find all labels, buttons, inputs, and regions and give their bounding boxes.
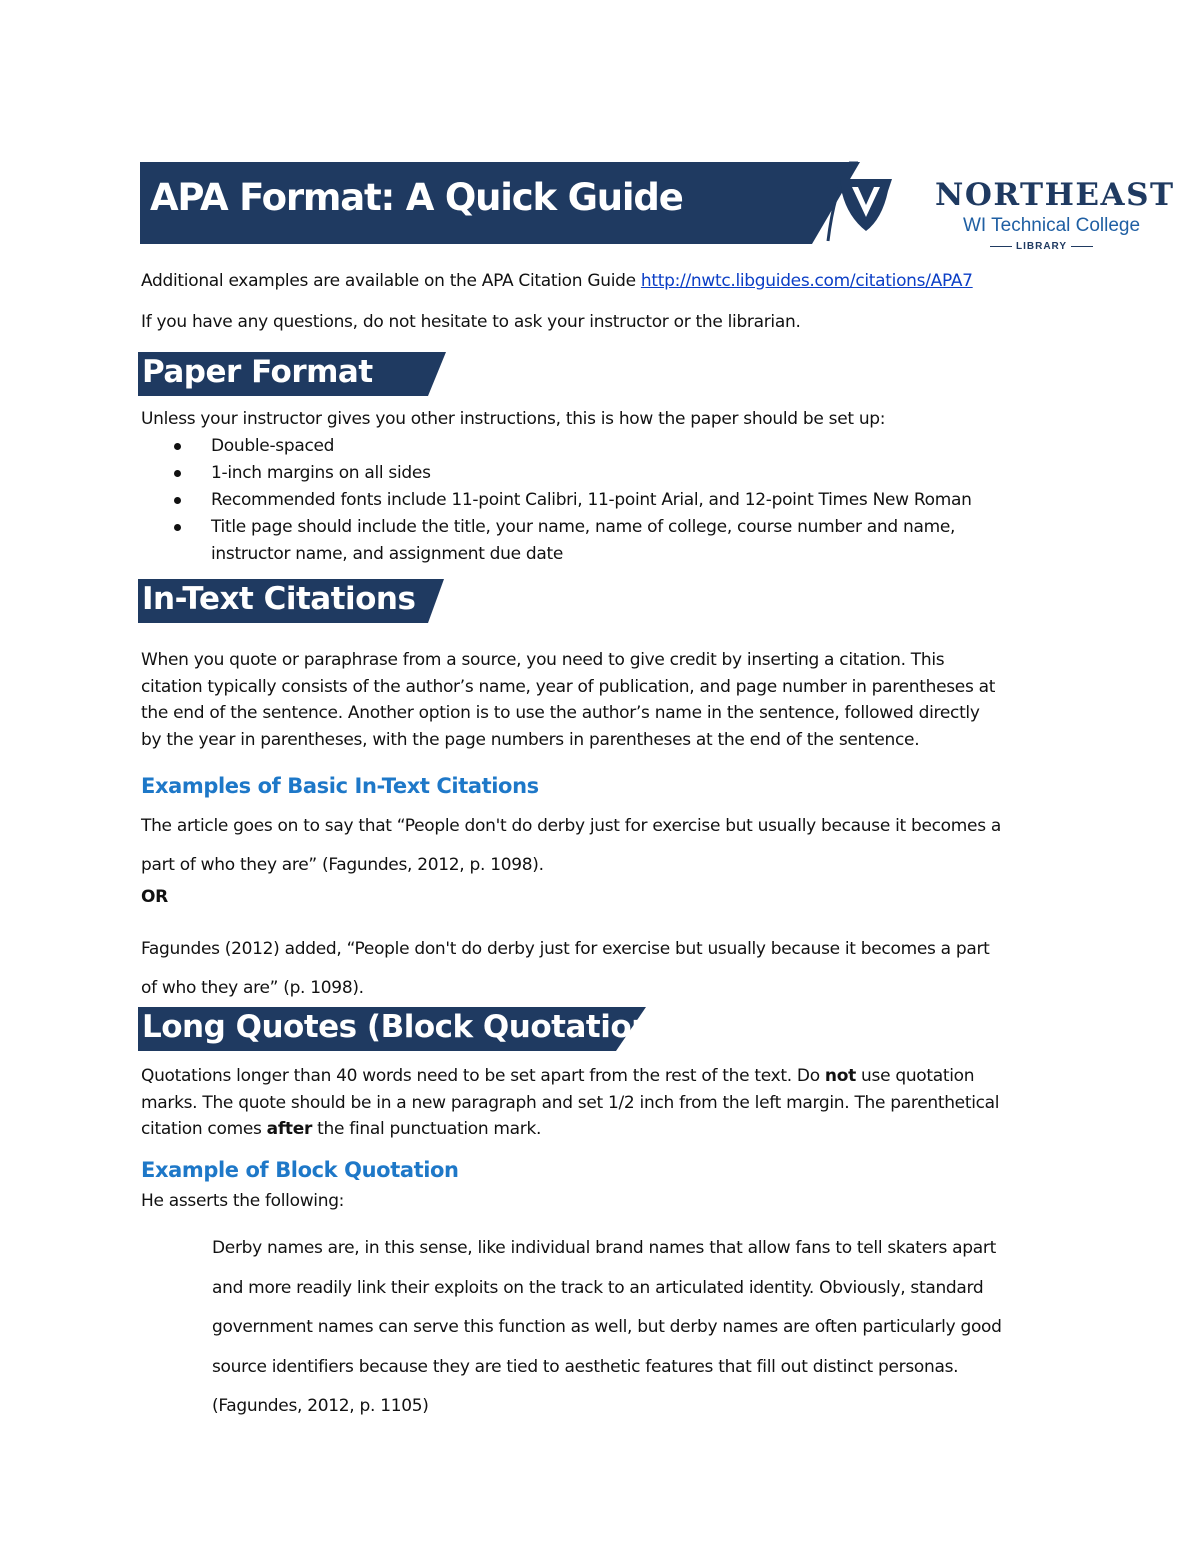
apa-guide-link[interactable]: http://nwtc.libguides.com/citations/APA7 [640, 271, 973, 291]
intro-text: Additional examples are available on the APA Citation Guide [141, 271, 641, 291]
list-item: 1-inch margins on all sides [170, 460, 1070, 487]
list-item: Title page should include the title, your name, name of college, course number and name, [170, 514, 1070, 541]
subheading-block-example: Example of Block Quotation [141, 1158, 459, 1182]
section-heading-text: Paper Format [142, 354, 373, 390]
block-quote-lead: He asserts the following: [141, 1191, 345, 1211]
section-heading-paper-format [138, 352, 448, 396]
section-heading-long-quotes [138, 1007, 685, 1051]
in-text-paragraph: When you quote or paraphrase from a source, you need to give credit by inserting a citation. This citation typically consists of the author’s name, year of publication, and page number in parentheses at the end of the sentence. Another option is to use the author’s name in the sentence, followed directly by the year in parentheses, with the page numbers in parentheses at the end of the sentence. [141, 650, 996, 750]
subheading-basic-examples: Examples of Basic In-Text Citations [141, 774, 539, 798]
shield-icon [822, 161, 902, 251]
bullet-icon [174, 497, 181, 504]
example-2: Fagundes (2012) added, “People don't do derby just for exercise but usually because it becomes a part of who they are” (p. 1098). [141, 939, 990, 998]
bullet-icon [174, 443, 181, 450]
block-quotation: Derby names are, in this sense, like individual brand names that allow fans to tell skaters apart and more readily link their exploits on the track to an articulated identity. Obviously, standard government names can serve this function as well, but derby names are often particularly good source identifiers because they are tied to aesthetic features that fill out distinct personas. (Fagundes, 2012, p. 1105) [212, 1238, 1002, 1416]
intro-line-2: If you have any questions, do not hesitate to ask your instructor or the librarian. [141, 312, 801, 332]
section-heading-text: In-Text Citations [142, 581, 416, 617]
intro-line-1 [141, 270, 973, 292]
list-item: Double-spaced [170, 433, 1070, 460]
list-item-continuation: instructor name, and assignment due date [211, 544, 564, 564]
paper-format-lead: Unless your instructor gives you other instructions, this is how the paper should be set up: [141, 409, 886, 429]
long-quotes-paragraph: Quotations longer than 40 words need to be set apart from the rest of the text. Do not use quotation marks. The quote should be in a new paragraph and set 1/2 inch from the left margin. The parenthetical citation comes after the final punctuation mark. [141, 1066, 1000, 1139]
or-label: OR [141, 887, 168, 907]
logo-subtitle: WI Technical College [963, 215, 1141, 236]
logo-library-label [986, 241, 1097, 252]
page-title: APA Format: A Quick Guide [150, 176, 683, 219]
paper-format-list [170, 433, 1070, 568]
title-banner [140, 162, 860, 244]
section-heading-text: Long Quotes (Block Quotations) [142, 1009, 685, 1045]
northeast-logo [862, 163, 1175, 263]
bullet-icon [174, 524, 181, 531]
example-1: The article goes on to say that “People don't do derby just for exercise but usually because it becomes a part of who they are” (Fagundes, 2012, p. 1098). [141, 816, 1001, 875]
section-heading-in-text [138, 579, 448, 623]
logo-wordmark: NORTHEAST [935, 177, 1175, 213]
bullet-icon [174, 470, 181, 477]
logo-library-text: LIBRARY [1016, 241, 1068, 252]
list-item: Recommended fonts include 11-point Calibri, 11-point Arial, and 12-point Times New Roman [170, 487, 1070, 514]
